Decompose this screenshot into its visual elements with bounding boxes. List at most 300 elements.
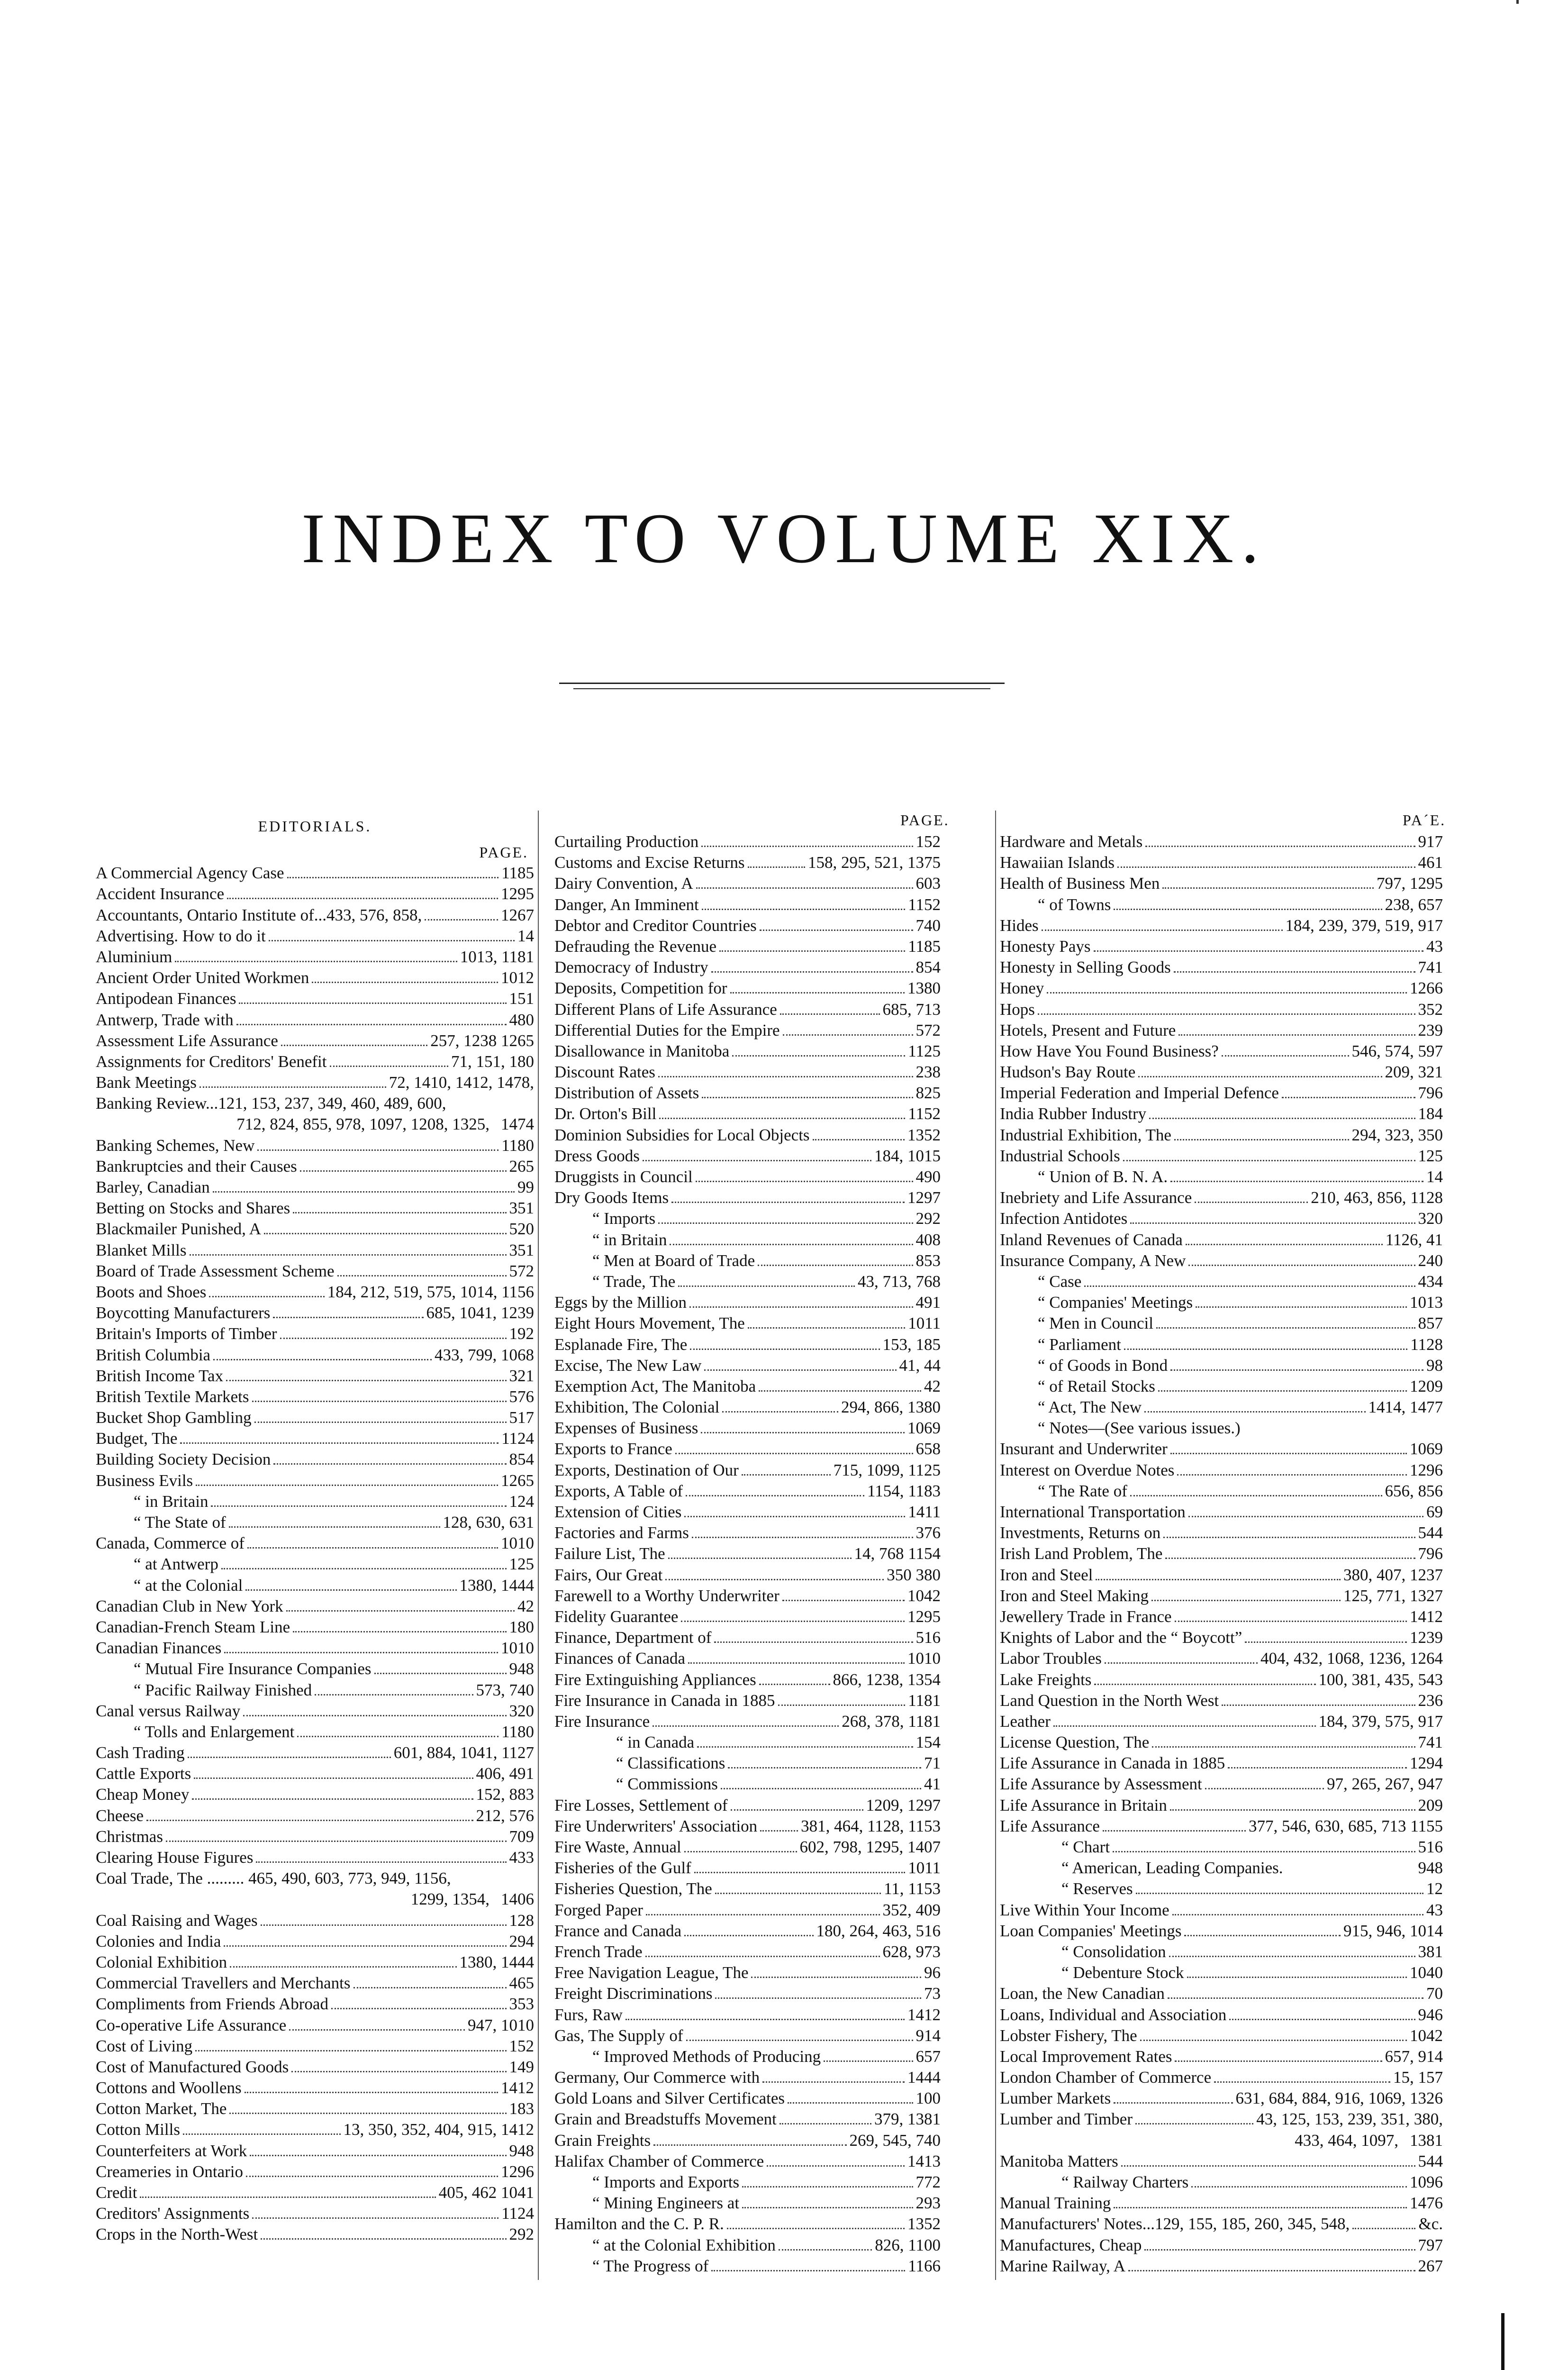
index-entry xyxy=(554,1167,941,1187)
dot-leader xyxy=(668,1558,852,1559)
entry-page-numbers: 573, 740 xyxy=(476,1680,534,1699)
index-entry xyxy=(554,1878,941,1899)
entry-title: Eggs by the Million xyxy=(554,1293,687,1312)
dot-leader xyxy=(252,2217,498,2219)
entry-page-numbers: 377, 546, 630, 685, 713 1155 xyxy=(1249,1816,1443,1835)
entry-title: Honesty Pays xyxy=(1000,937,1091,956)
entry-page-numbers: 461 xyxy=(1418,853,1443,872)
entry-title: Debtor and Creditor Countries xyxy=(554,916,757,935)
entry-page-numbers: 99 xyxy=(517,1178,534,1196)
entry-page-numbers: 14, 768 1154 xyxy=(854,1544,941,1563)
entry-title: Failure List, The xyxy=(554,1544,665,1563)
entry-title: License Question, The xyxy=(1000,1733,1150,1752)
dot-leader xyxy=(1158,1390,1407,1392)
index-entry xyxy=(96,1093,534,1114)
entry-title: Discount Rates xyxy=(554,1063,655,1082)
dot-leader xyxy=(702,909,906,910)
dot-leader xyxy=(690,1349,879,1350)
dot-leader xyxy=(1084,1285,1415,1287)
dot-leader xyxy=(1191,2186,1407,2188)
entry-title: Halifax Chamber of Commerce xyxy=(554,2151,764,2170)
entry-title: Labor Troubles xyxy=(1000,1649,1102,1668)
dot-leader xyxy=(1149,1118,1415,1119)
dot-leader xyxy=(230,1966,456,1968)
entry-page-numbers: 1125 xyxy=(908,1041,941,1060)
entry-title: Board of Trade Assessment Scheme xyxy=(96,1261,335,1280)
dot-leader xyxy=(1114,909,1382,910)
entry-title: 1299, 1354, xyxy=(410,1890,489,1909)
entry-page-numbers: 866, 1238, 1354 xyxy=(833,1670,941,1689)
dot-leader xyxy=(196,1485,498,1486)
entry-page-numbers: 180, 264, 463, 516 xyxy=(816,1921,941,1940)
entry-page-numbers: 154 xyxy=(915,1733,941,1752)
entry-title: Extension of Cities xyxy=(554,1503,682,1521)
entry-title: “ of Towns xyxy=(1038,895,1111,914)
entry-page-numbers: 152 xyxy=(509,2036,534,2055)
entry-page-numbers: 73 xyxy=(924,1984,941,2003)
dot-leader xyxy=(245,2092,498,2093)
entry-title: 712, 824, 855, 978, 1097, 1208, 1325, xyxy=(236,1115,489,1134)
entry-title: Britain's Imports of Timber xyxy=(96,1324,277,1343)
entry-title: “ at Antwerp xyxy=(134,1555,218,1574)
entry-page-numbers: 209, 321 xyxy=(1385,1063,1443,1082)
index-entry xyxy=(1000,1900,1443,1921)
dot-leader xyxy=(751,1977,921,1978)
dot-leader xyxy=(759,1390,921,1392)
entry-title: Life Assurance xyxy=(1000,1816,1100,1835)
index-entry xyxy=(1000,1167,1443,1187)
dot-leader xyxy=(1103,1830,1246,1832)
entry-title: Creameries in Ontario xyxy=(96,2162,244,2181)
index-entry xyxy=(554,1774,941,1795)
entry-page-numbers: 1296 xyxy=(1410,1460,1443,1479)
index-entry xyxy=(554,1858,941,1878)
entry-page-numbers: 1266 xyxy=(1410,979,1443,998)
entry-title: Hawaiian Islands xyxy=(1000,853,1115,872)
entry-title: Honey xyxy=(1000,979,1044,998)
index-entry xyxy=(554,2151,941,2172)
dot-leader xyxy=(330,1066,449,1067)
dot-leader xyxy=(670,1244,913,1245)
index-entry xyxy=(1000,2193,1443,2214)
entry-title: Exports, Destination of Our xyxy=(554,1460,739,1479)
index-entry xyxy=(96,2119,534,2140)
entry-title: “ Railway Charters xyxy=(1061,2173,1189,2191)
entry-title: Fisheries Question, The xyxy=(554,1879,712,1898)
index-entry xyxy=(554,1313,941,1334)
entry-page-numbers: 516 xyxy=(1418,1838,1443,1856)
entry-title: Aluminium xyxy=(96,947,172,966)
entry-page-numbers: 350 380 xyxy=(887,1565,941,1584)
index-entry xyxy=(1000,1376,1443,1397)
entry-page-numbers: 128 xyxy=(509,1911,534,1930)
index-entry xyxy=(1000,1732,1443,1753)
index-entry xyxy=(96,1240,534,1261)
entry-title: Banking Review...121, 153, 237, 349, 460, 489, 600, xyxy=(96,1094,446,1113)
index-entry xyxy=(1000,1942,1443,1962)
entry-title: “ in Britain xyxy=(134,1492,208,1511)
index-entry xyxy=(96,2015,534,2036)
entry-page-numbers: 41 xyxy=(924,1775,941,1794)
dot-leader xyxy=(778,1705,906,1706)
column-divider-right xyxy=(995,811,996,2280)
entry-page-numbers: 15, 157 xyxy=(1393,2068,1443,2087)
index-entry xyxy=(1000,1983,1443,2004)
entry-title: Loans, Individual and Association xyxy=(1000,2005,1227,2024)
dot-leader xyxy=(236,1024,507,1025)
entry-title: Antwerp, Trade with xyxy=(96,1010,234,1029)
dot-leader xyxy=(250,2155,506,2156)
index-entry xyxy=(96,1428,534,1449)
dot-leader xyxy=(374,1673,507,1674)
entry-page-numbers: 1352 xyxy=(907,1125,941,1144)
entry-title: “ Mutual Fire Insurance Companies xyxy=(134,1659,372,1678)
index-entry xyxy=(96,947,534,967)
index-entry xyxy=(1000,1648,1443,1669)
index-entry xyxy=(554,1522,941,1543)
entry-page-numbers: 1166 xyxy=(908,2256,941,2275)
dot-leader xyxy=(195,2050,506,2051)
entry-page-numbers: 1013, 1181 xyxy=(460,947,534,966)
dot-leader xyxy=(722,1411,838,1413)
entry-title: International Transportation xyxy=(1000,1503,1186,1521)
entry-title: How Have You Found Business? xyxy=(1000,1041,1219,1060)
entry-page-numbers: 1010 xyxy=(907,1649,941,1668)
entry-page-numbers: 97, 265, 267, 947 xyxy=(1327,1775,1443,1794)
title-rule-top xyxy=(559,683,1005,684)
entry-title: Fire Insurance xyxy=(554,1712,650,1731)
dot-leader xyxy=(213,1359,432,1360)
entry-page-numbers: 1412 xyxy=(907,2005,941,2024)
dot-leader xyxy=(1123,1160,1415,1161)
entry-page-numbers: 13, 350, 352, 404, 915, 1412 xyxy=(343,2120,534,2139)
entry-page-numbers: 209 xyxy=(1418,1796,1443,1814)
entry-page-numbers: 1042 xyxy=(1410,2026,1443,2045)
index-entry xyxy=(1000,915,1443,936)
entry-title: “ of Retail Stocks xyxy=(1038,1376,1155,1395)
dot-leader xyxy=(1094,1684,1315,1685)
entry-page-numbers: 265 xyxy=(509,1157,534,1176)
entry-page-numbers: 544 xyxy=(1418,2151,1443,2170)
entry-page-numbers: 257, 1238 1265 xyxy=(430,1031,534,1050)
index-entry xyxy=(96,1680,534,1701)
entry-page-numbers: 1011 xyxy=(908,1859,941,1878)
entry-page-numbers: 11, 1153 xyxy=(884,1879,941,1898)
index-entry xyxy=(96,905,534,926)
section-heading-editorials: EDITORIALS. xyxy=(258,818,372,835)
entry-title: Life Assurance in Britain xyxy=(1000,1796,1167,1814)
entry-page-numbers: 1297 xyxy=(907,1188,941,1207)
index-entry xyxy=(1000,1837,1443,1858)
index-entry xyxy=(554,894,941,915)
entry-page-numbers: 1209 xyxy=(1410,1376,1443,1395)
dot-leader xyxy=(226,1380,506,1381)
index-entry xyxy=(554,2025,941,2046)
index-entry xyxy=(554,1502,941,1522)
entry-page-numbers: 1295 xyxy=(501,884,534,903)
index-entry xyxy=(96,1135,534,1156)
index-entry xyxy=(554,936,941,957)
entry-page-numbers: 184, 1015 xyxy=(874,1146,941,1165)
entry-title: Business Evils xyxy=(96,1471,193,1490)
entry-title: Antipodean Finances xyxy=(96,989,236,1008)
entry-title: Cotton Mills xyxy=(96,2120,180,2139)
entry-page-numbers: 741 xyxy=(1418,958,1443,977)
index-entry xyxy=(96,1826,534,1847)
index-entry xyxy=(1000,1103,1443,1124)
dot-leader xyxy=(1096,1579,1341,1580)
entry-page-numbers: 1042 xyxy=(907,1586,941,1605)
index-entry xyxy=(1000,1522,1443,1543)
entry-page-numbers: 351 xyxy=(509,1240,534,1259)
entry-page-numbers: 100 xyxy=(915,2089,941,2108)
entry-page-numbers: 239 xyxy=(1418,1021,1443,1039)
dot-leader xyxy=(140,2197,435,2198)
dot-leader xyxy=(209,1296,324,1297)
index-entry xyxy=(1000,1313,1443,1334)
index-entry xyxy=(1000,1146,1443,1167)
dot-leader xyxy=(1121,2165,1415,2167)
index-entry xyxy=(554,1565,941,1586)
dot-leader xyxy=(224,1945,506,1947)
index-entry xyxy=(554,1962,941,1983)
dot-leader xyxy=(758,1265,913,1266)
entry-title: “ Notes—(See various issues.) xyxy=(1038,1419,1241,1438)
entry-title: Land Question in the North West xyxy=(1000,1691,1219,1710)
entry-title: Jewellery Trade in France xyxy=(1000,1607,1172,1626)
index-entry xyxy=(96,1701,534,1722)
entry-page-numbers: 41, 44 xyxy=(899,1356,941,1375)
dot-leader xyxy=(732,1055,905,1057)
index-entry xyxy=(96,863,534,884)
dot-leader xyxy=(180,1442,498,1444)
dot-leader xyxy=(779,2123,871,2124)
index-entry xyxy=(1000,2256,1443,2277)
entry-title: Manitoba Matters xyxy=(1000,2151,1118,2170)
entry-page-numbers: 601, 884, 1041, 1127 xyxy=(393,1743,534,1762)
dot-leader xyxy=(254,1422,507,1423)
index-entry xyxy=(96,1742,534,1763)
dot-leader xyxy=(166,1841,507,1842)
entry-title: “ at the Colonial Exhibition xyxy=(592,2235,776,2254)
dot-leader xyxy=(719,950,905,952)
index-entry xyxy=(1000,1690,1443,1711)
index-entry xyxy=(554,831,941,852)
index-entry xyxy=(554,957,941,978)
index-entry xyxy=(1000,1083,1443,1103)
dot-leader xyxy=(711,971,913,973)
dot-leader xyxy=(1170,1453,1407,1454)
entry-page-numbers: 1126, 41 xyxy=(1385,1230,1443,1249)
entry-title: “ Pacific Railway Finished xyxy=(134,1680,312,1699)
dot-leader xyxy=(1140,2040,1407,2041)
entry-page-numbers: 433 xyxy=(509,1848,534,1867)
entry-page-numbers: 43, 125, 153, 239, 351, 380, xyxy=(1256,2110,1443,2129)
index-entry xyxy=(96,1512,534,1533)
entry-title: 433, 464, 1097, xyxy=(1295,2131,1398,2150)
entry-title: Cottons and Woollens xyxy=(96,2078,242,2097)
entry-page-numbers: 96 xyxy=(924,1963,941,1982)
dot-leader xyxy=(780,1013,880,1015)
entry-title: Co-operative Life Assurance xyxy=(96,2015,287,2034)
dot-leader xyxy=(1175,1621,1407,1622)
entry-title: Betting on Stocks and Shares xyxy=(96,1199,290,1218)
dot-leader xyxy=(1114,2102,1233,2104)
entry-page-numbers: 740 xyxy=(915,916,941,935)
index-entry xyxy=(96,1114,534,1135)
entry-page-numbers: 1412 xyxy=(1410,1607,1443,1626)
entry-title: Manual Training xyxy=(1000,2194,1111,2213)
entry-page-numbers: 14 xyxy=(1426,1167,1443,1186)
index-entry xyxy=(1000,2088,1443,2109)
entry-page-numbers: 320 xyxy=(1418,1209,1443,1228)
dot-leader xyxy=(813,1139,905,1140)
entry-title: Boots and Shoes xyxy=(96,1282,207,1301)
entry-page-numbers: 70 xyxy=(1426,1984,1443,2003)
index-entry xyxy=(1000,2130,1443,2151)
entry-title: Accident Insurance xyxy=(96,884,225,903)
entry-title: Disallowance in Manitoba xyxy=(554,1041,730,1060)
index-entry xyxy=(96,1407,534,1428)
entry-title: Cash Trading xyxy=(96,1743,185,1762)
entry-page-numbers: 1010 xyxy=(501,1639,534,1658)
entry-title: Health of Business Men xyxy=(1000,874,1160,893)
dot-leader xyxy=(696,1181,913,1182)
dot-leader xyxy=(1144,1411,1365,1413)
dot-leader xyxy=(190,1254,507,1256)
index-entry xyxy=(554,1439,941,1459)
entry-title: Cotton Market, The xyxy=(96,2099,227,2118)
index-entry xyxy=(554,2088,941,2109)
index-entry xyxy=(554,1837,941,1858)
index-entry xyxy=(1000,2109,1443,2130)
dot-leader xyxy=(731,1809,863,1811)
index-entry xyxy=(1000,1230,1443,1250)
entry-title: Accountants, Ontario Institute of...433, 576, 858, xyxy=(96,905,422,924)
entry-page-numbers: 1295 xyxy=(907,1607,941,1626)
entry-title: Marine Railway, A xyxy=(1000,2256,1126,2275)
entry-title: Counterfeiters at Work xyxy=(96,2141,247,2160)
dot-leader xyxy=(331,2008,507,2009)
entry-page-numbers: 491 xyxy=(915,1293,941,1312)
entry-page-numbers: 1096 xyxy=(1410,2173,1443,2191)
dot-leader xyxy=(175,961,457,962)
dot-leader xyxy=(1174,1139,1349,1140)
entry-page-numbers: 1444 xyxy=(907,2068,941,2087)
entry-title: Life Assurance by Assessment xyxy=(1000,1775,1202,1794)
entry-title: Druggists in Council xyxy=(554,1167,693,1186)
index-entry xyxy=(1000,957,1443,978)
index-entry xyxy=(96,1303,534,1323)
entry-page-numbers: 180 xyxy=(509,1617,534,1636)
entry-title: Hops xyxy=(1000,1000,1035,1019)
index-entry xyxy=(1000,1543,1443,1564)
entry-page-numbers: 917 xyxy=(1418,832,1443,851)
index-entry xyxy=(1000,2067,1443,2088)
index-entry xyxy=(1000,1187,1443,1208)
index-entry xyxy=(96,1219,534,1240)
entry-page-numbers: 772 xyxy=(915,2173,941,2191)
entry-title: Fidelity Guarantee xyxy=(554,1607,679,1626)
entry-page-numbers: 404, 432, 1068, 1236, 1264 xyxy=(1260,1649,1443,1668)
entry-title: Blackmailer Punished, A xyxy=(96,1220,261,1239)
index-entry xyxy=(96,1198,534,1219)
entry-page-numbers: 124 xyxy=(509,1492,534,1511)
entry-page-numbers: 125 xyxy=(509,1555,534,1574)
index-entry xyxy=(96,1491,534,1512)
dot-leader xyxy=(1222,1705,1415,1706)
entry-title: Canadian-French Steam Line xyxy=(96,1617,290,1636)
entry-page-numbers: 1124 xyxy=(501,2204,534,2223)
entry-page-numbers: 236 xyxy=(1418,1691,1443,1710)
index-entry xyxy=(96,1282,534,1303)
index-entry xyxy=(554,1690,941,1711)
dot-leader xyxy=(692,1537,913,1538)
dot-leader xyxy=(293,1212,506,1213)
index-entry xyxy=(96,1763,534,1784)
index-entry xyxy=(554,1711,941,1732)
entry-title: Finance, Department of xyxy=(554,1628,712,1647)
entry-title: “ in Britain xyxy=(592,1230,667,1249)
entry-page-numbers: 948 xyxy=(509,1659,534,1678)
entry-title: Assignments for Creditors' Benefit xyxy=(96,1052,327,1071)
entry-page-numbers: 948 xyxy=(509,2141,534,2160)
index-entry xyxy=(554,1376,941,1397)
index-entry xyxy=(554,2172,941,2193)
index-entry xyxy=(96,2098,534,2119)
entry-title: Defrauding the Revenue xyxy=(554,937,717,956)
dot-leader xyxy=(1196,1306,1407,1308)
entry-title: Dress Goods xyxy=(554,1146,640,1165)
entry-title: Credit xyxy=(96,2183,137,2202)
entry-title: Grain and Breadstuffs Movement xyxy=(554,2110,777,2129)
entry-title: Lumber Markets xyxy=(1000,2089,1111,2108)
entry-page-numbers: 381, 464, 1128, 1153 xyxy=(801,1816,941,1835)
entry-title: “ Trade, The xyxy=(592,1272,676,1291)
dot-leader xyxy=(1151,1600,1341,1601)
index-entry xyxy=(1000,999,1443,1020)
entry-title: British Columbia xyxy=(96,1345,211,1364)
entry-title: Grain Freights xyxy=(554,2131,651,2150)
entry-title: “ Consolidation xyxy=(1061,1942,1166,1961)
page-header-col2: PAGE. xyxy=(900,811,950,829)
entry-title: Exemption Act, The Manitoba xyxy=(554,1376,756,1395)
entry-title: “ Men in Council xyxy=(1038,1314,1153,1333)
index-entry xyxy=(96,1910,534,1931)
dot-leader xyxy=(748,866,806,868)
entry-page-numbers: 685, 1041, 1239 xyxy=(426,1304,534,1322)
dot-leader xyxy=(1135,2123,1253,2124)
entry-page-numbers: 380, 407, 1237 xyxy=(1343,1565,1443,1584)
entry-title: “ Debenture Stock xyxy=(1061,1963,1184,1982)
entry-title: Esplanade Fire, The xyxy=(554,1335,688,1354)
entry-page-numbers: 1185 xyxy=(501,864,534,883)
index-entry xyxy=(96,2036,534,2057)
index-entry xyxy=(1000,852,1443,873)
entry-page-numbers: 657, 914 xyxy=(1385,2047,1443,2066)
index-entry xyxy=(554,1355,941,1376)
index-entry xyxy=(554,1942,941,1962)
entry-page-numbers: 1414, 1477 xyxy=(1368,1398,1443,1417)
entry-page-numbers: 826, 1100 xyxy=(875,2235,941,2254)
binding-edge-mark xyxy=(1501,2313,1505,2370)
entry-page-numbers: 212, 576 xyxy=(476,1806,534,1825)
entry-title: Democracy of Industry xyxy=(554,958,708,977)
dot-leader xyxy=(243,1715,506,1716)
dot-leader xyxy=(643,1160,871,1161)
dot-leader xyxy=(1136,1893,1423,1894)
entry-page-numbers: 854 xyxy=(509,1450,534,1469)
